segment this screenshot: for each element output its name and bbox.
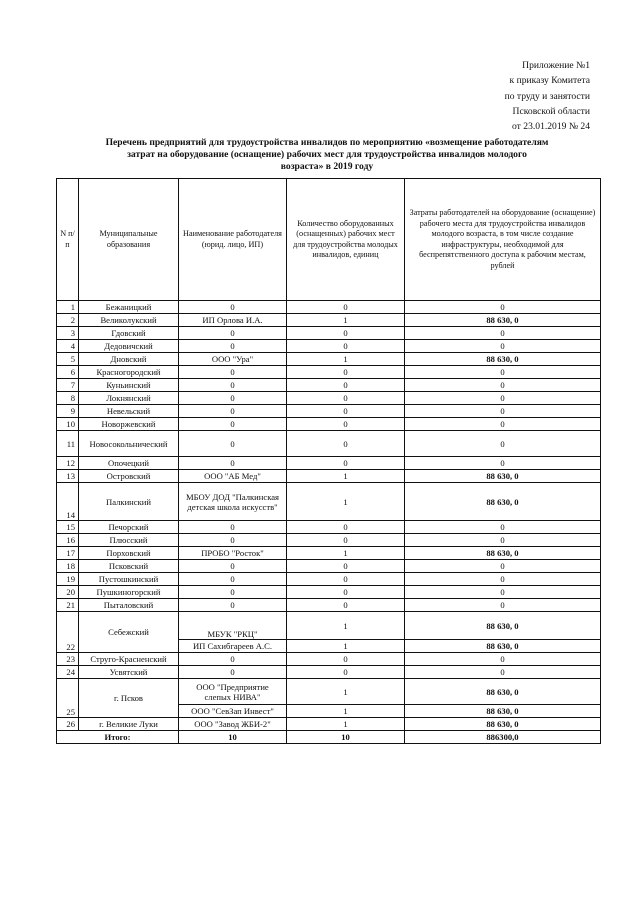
row-employer: 0 — [179, 340, 287, 353]
row-count: 0 — [287, 521, 405, 534]
row-count: 0 — [287, 366, 405, 379]
row-number: 21 — [57, 599, 79, 612]
row-number: 2 — [57, 314, 79, 327]
row-count: 1 — [287, 640, 405, 653]
row-number: 4 — [57, 340, 79, 353]
row-count: 0 — [287, 666, 405, 679]
row-number: 26 — [57, 718, 79, 731]
row-count: 1 — [287, 314, 405, 327]
table-row — [57, 314, 601, 327]
row-count: 0 — [287, 379, 405, 392]
rows-group — [57, 653, 601, 679]
row-number: 8 — [57, 392, 79, 405]
row-cost: 0 — [405, 418, 601, 431]
row-municipality: Пушкиногорский — [79, 586, 179, 599]
row-municipality: Бежаницкий — [79, 301, 179, 314]
row-municipality: Великолукский — [79, 314, 179, 327]
row-cost: 0 — [405, 392, 601, 405]
row-count: 1 — [287, 483, 405, 521]
row-count: 0 — [287, 653, 405, 666]
table-row — [57, 573, 601, 586]
row-municipality: Псковский — [79, 560, 179, 573]
row-cost: 88 630, 0 — [405, 547, 601, 560]
table-row — [57, 679, 601, 705]
row-cost: 0 — [405, 340, 601, 353]
row-employer: 0 — [179, 666, 287, 679]
row-number: 19 — [57, 573, 79, 586]
row-count: 0 — [287, 586, 405, 599]
row-count: 1 — [287, 470, 405, 483]
row-cost: 88 630, 0 — [405, 640, 601, 653]
row-employer: 0 — [179, 586, 287, 599]
annex-line: по труду и занятости — [504, 90, 590, 102]
table-row — [57, 457, 601, 470]
row-number: 14 — [57, 483, 79, 521]
row-employer: МБОУ ДОД "Палкинская детская школа искусств" — [179, 483, 287, 521]
row-employer: 0 — [179, 379, 287, 392]
table-row — [57, 521, 601, 534]
row-count: 0 — [287, 418, 405, 431]
row-cost: 0 — [405, 573, 601, 586]
row-municipality: Порховский — [79, 547, 179, 560]
table-row — [57, 405, 601, 418]
row-cost: 88 630, 0 — [405, 314, 601, 327]
document-title — [88, 137, 566, 174]
title-line: затрат на оборудование (оснащение) рабочих мест для трудоустройства инвалидов молодого — [127, 149, 527, 161]
row-count: 0 — [287, 340, 405, 353]
row-number: 23 — [57, 653, 79, 666]
row-number: 9 — [57, 405, 79, 418]
table-row — [57, 612, 601, 640]
row-municipality: Опочецкий — [79, 457, 179, 470]
row-employer: 0 — [179, 431, 287, 457]
row-municipality: Пустошкинский — [79, 573, 179, 586]
table-row — [57, 586, 601, 599]
total-cost: 886300,0 — [405, 731, 601, 744]
row-municipality: Усвятский — [79, 666, 179, 679]
header-cost: Затраты работодателей на оборудование (оснащение) рабочего места для трудоустройства инвалидов молодого возраста, в том числе создание инфраструктуры, необходимой для беспрепятственного доступа к рабочим местам, рублей — [405, 179, 601, 301]
row-cost: 0 — [405, 431, 601, 457]
row-number: 17 — [57, 547, 79, 560]
row-cost: 0 — [405, 534, 601, 547]
row-cost: 0 — [405, 560, 601, 573]
total-row — [57, 731, 601, 744]
row-municipality: Локнянский — [79, 392, 179, 405]
total-label: Итого: — [57, 731, 179, 744]
row-employer: 0 — [179, 327, 287, 340]
table-row — [57, 653, 601, 666]
row-number: 7 — [57, 379, 79, 392]
table-row — [57, 534, 601, 547]
row-number: 12 — [57, 457, 79, 470]
row-municipality: Плюсский — [79, 534, 179, 547]
row-count: 0 — [287, 431, 405, 457]
row-count: 0 — [287, 534, 405, 547]
row-count: 1 — [287, 547, 405, 560]
row-count: 1 — [287, 353, 405, 366]
row-municipality: Новосокольнический — [79, 431, 179, 457]
table-row — [57, 353, 601, 366]
row-municipality: Пыталовский — [79, 599, 179, 612]
row-municipality: г. Псков — [79, 679, 179, 718]
row-cost: 88 630, 0 — [405, 705, 601, 718]
table-row — [57, 418, 601, 431]
row-municipality: Красногородский — [79, 366, 179, 379]
title-line: возраста» в 2019 году — [280, 161, 374, 173]
row-count: 0 — [287, 599, 405, 612]
row-count: 0 — [287, 301, 405, 314]
row-employer: 0 — [179, 418, 287, 431]
header-employer: Наименование работодателя (юрид. лицо, ИП) — [179, 179, 287, 301]
row-number: 6 — [57, 366, 79, 379]
header-count: Количество оборудованных (оснащенных) рабочих мест для трудоустройства молодых инвалидов, единиц — [287, 179, 405, 301]
row-number: 11 — [57, 431, 79, 457]
row-number: 3 — [57, 327, 79, 340]
row-employer: ООО "Предприятие слепых НИВА" — [179, 679, 287, 705]
annex-line: от 23.01.2019 № 24 — [512, 121, 590, 133]
table-header-row — [57, 179, 601, 301]
header-num: N п/п — [57, 179, 79, 301]
row-municipality: г. Великие Луки — [79, 718, 179, 731]
table-row — [57, 718, 601, 731]
title-line: Перечень предприятий для трудоустройства инвалидов по мероприятию «возмещение работодателям — [105, 137, 549, 148]
row-municipality: Дновский — [79, 353, 179, 366]
row-employer: 0 — [179, 521, 287, 534]
row-cost: 0 — [405, 599, 601, 612]
row-municipality: Струго-Красненский — [79, 653, 179, 666]
annex-block — [470, 58, 590, 134]
row-count: 1 — [287, 705, 405, 718]
row-employer: ПРОБО "Росток" — [179, 547, 287, 560]
row-employer: 0 — [179, 366, 287, 379]
row-count: 0 — [287, 327, 405, 340]
row-number: 24 — [57, 666, 79, 679]
row-cost: 0 — [405, 301, 601, 314]
row-municipality: Палкинский — [79, 483, 179, 521]
table-row — [57, 340, 601, 353]
row-employer: 0 — [179, 534, 287, 547]
total-employers: 10 — [179, 731, 287, 744]
row-number: 15 — [57, 521, 79, 534]
row-employer: 0 — [179, 560, 287, 573]
row-number: 22 — [57, 612, 79, 653]
row-municipality: Новоржевский — [79, 418, 179, 431]
row-municipality: Дедовичский — [79, 340, 179, 353]
annex-line: к приказу Комитета — [509, 75, 590, 87]
row-employer: ООО "СевЗап Инвест" — [179, 705, 287, 718]
row-cost: 0 — [405, 405, 601, 418]
row-count: 1 — [287, 612, 405, 640]
row-count: 0 — [287, 457, 405, 470]
table-row — [57, 547, 601, 560]
row-count: 0 — [287, 392, 405, 405]
table-row — [57, 392, 601, 405]
row-number: 20 — [57, 586, 79, 599]
row-cost: 0 — [405, 379, 601, 392]
row-employer: ИП Сахибгареев А.С. — [179, 640, 287, 653]
row-municipality: Невельский — [79, 405, 179, 418]
table-row — [57, 666, 601, 679]
row-municipality: Себежский — [79, 612, 179, 653]
row-number: 16 — [57, 534, 79, 547]
row-number: 1 — [57, 301, 79, 314]
table-row — [57, 301, 601, 314]
table-row — [57, 431, 601, 457]
row-employer: ИП Орлова И.А. — [179, 314, 287, 327]
row-number: 13 — [57, 470, 79, 483]
table-row — [57, 366, 601, 379]
table-row — [57, 599, 601, 612]
row-municipality: Гдовский — [79, 327, 179, 340]
row-cost: 0 — [405, 457, 601, 470]
row-cost: 88 630, 0 — [405, 470, 601, 483]
row-employer: 0 — [179, 457, 287, 470]
row-cost: 88 630, 0 — [405, 612, 601, 640]
annex-line: Приложение №1 — [522, 60, 590, 71]
row-employer: 0 — [179, 653, 287, 666]
table-row — [57, 560, 601, 573]
row-employer: 0 — [179, 392, 287, 405]
row-number: 18 — [57, 560, 79, 573]
row-cost: 0 — [405, 521, 601, 534]
row-count: 0 — [287, 560, 405, 573]
rows-group — [57, 301, 601, 431]
rows-group — [57, 457, 601, 483]
row-employer: ООО "Ура" — [179, 353, 287, 366]
row-cost: 0 — [405, 586, 601, 599]
row-employer: ООО "АБ Мед" — [179, 470, 287, 483]
table-row — [57, 327, 601, 340]
row-cost: 88 630, 0 — [405, 483, 601, 521]
row-count: 1 — [287, 679, 405, 705]
row-cost: 0 — [405, 653, 601, 666]
row-number: 10 — [57, 418, 79, 431]
enterprises-table — [56, 178, 601, 744]
row-count: 0 — [287, 573, 405, 586]
row-municipality: Печорский — [79, 521, 179, 534]
row-cost: 0 — [405, 366, 601, 379]
table-row — [57, 483, 601, 521]
header-municipality: Муниципальные образования — [79, 179, 179, 301]
row-count: 0 — [287, 405, 405, 418]
row-cost: 88 630, 0 — [405, 679, 601, 705]
row-cost: 0 — [405, 327, 601, 340]
row-employer: ООО "Завод ЖБИ-2" — [179, 718, 287, 731]
row-employer: 0 — [179, 599, 287, 612]
row-number: 25 — [57, 679, 79, 718]
row-municipality: Куньинский — [79, 379, 179, 392]
row-employer: 0 — [179, 301, 287, 314]
total-count: 10 — [287, 731, 405, 744]
table-row — [57, 379, 601, 392]
row-employer: 0 — [179, 573, 287, 586]
row-employer: 0 — [179, 405, 287, 418]
rows-group — [57, 521, 601, 612]
row-employer: МБУК "РКЦ" — [179, 612, 287, 640]
row-municipality: Островский — [79, 470, 179, 483]
row-cost: 88 630, 0 — [405, 718, 601, 731]
table-row — [57, 470, 601, 483]
annex-line: Псковской области — [512, 105, 590, 117]
row-cost: 88 630, 0 — [405, 353, 601, 366]
row-count: 1 — [287, 718, 405, 731]
row-number: 5 — [57, 353, 79, 366]
row-cost: 0 — [405, 666, 601, 679]
